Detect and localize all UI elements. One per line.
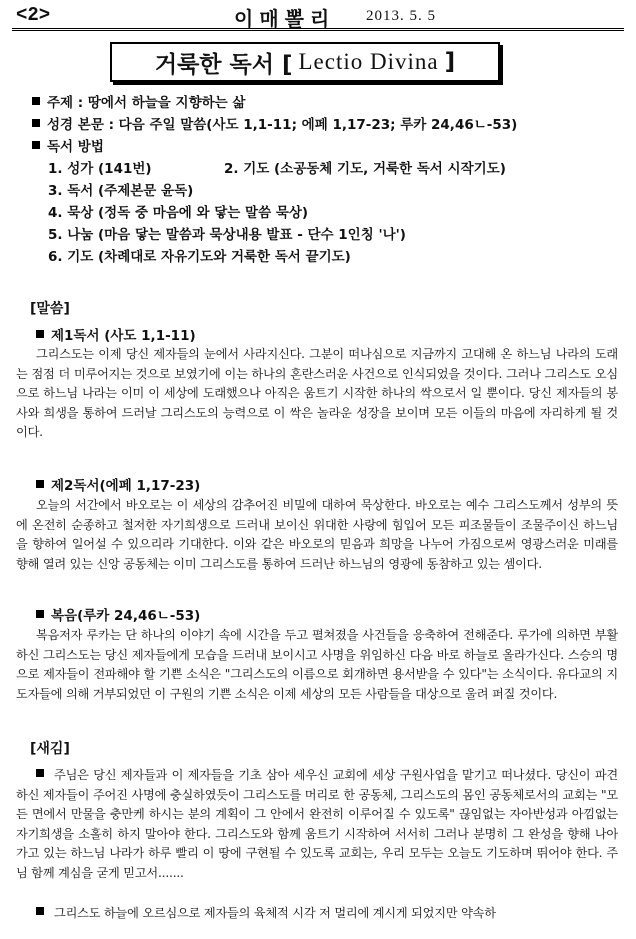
step-3: 3. 독서 (주제본문 윤독): [48, 183, 194, 199]
title-box: [110, 42, 500, 82]
word-section-label: [말씀]: [30, 301, 70, 317]
gospel-title: 복음(루카 24,46ㄴ-53): [36, 604, 200, 624]
title-close: ]: [444, 49, 456, 75]
reading-2-title: 제2독서(에페 1,17-23): [36, 474, 200, 494]
reflection-paragraph-1: 주님은 당신 제자들과 이 제자들을 기초 삼아 세우신 교회에 세상 구원사업을 맡기고 떠나셨다. 당신이 파견하신 제자들이 주어진 사명에 충실하였듯이 그리스도를 머리로 한 공동체, 그리스도의 몸인 공동체로서의 교회는 "모든 면에서 만물을 충만케 하시는 분의 계획이 그 안에서 완전히 이루어질 수 있도록" 끊임없는 자아반성과 아낌없는 자기희생을 소홀히 하지 말아야 한다. 그리스도와 함께 움트기 시작하여 서서히 그러나 분명히 그 완성을 향해 나아가고 있는 하느님 나라가 하루 빨리 이 땅에 구현될 수 있도록 교회는, 우리 모두는 오늘도 기도하며 뛰어야 한다. 주님 함께 계심을 굳게 믿고서.......: [16, 768, 618, 880]
header-rule: [12, 28, 624, 31]
title-korean: 거룩한 독서 [: [154, 51, 293, 78]
reflection-section-label: [새김]: [30, 741, 70, 757]
square-bullet-icon: [32, 141, 40, 149]
square-bullet-icon: [32, 119, 40, 127]
gospel-text: 복음저자 루카는 단 하나의 이야기 속에 시간을 두고 펼쳐졌을 사건들을 응축하여 전해준다. 루가에 의하면 부활하신 그리스도는 당신 제자들에게 모습을 드러내 보이시고 사명을 위임하신 다음 바로 하늘로 올라가신다. 스승의 명으로 제자들이 전파해야 할 기쁜 소식은 "그리스도의 이름으로 회개하면 용서받을 수 있다"는 소식이다. 유다교의 지도자들에 의해 거부되었던 이 구원의 기쁜 소식은 이제 세상의 모든 사람들을 대상으로 울려 퍼질 것이다.: [16, 628, 618, 701]
reading-info: [32, 92, 602, 268]
step-2: 2. 기도 (소공동체 기도, 거룩한 독서 시작기도): [224, 161, 506, 177]
square-bullet-icon: [36, 610, 44, 618]
square-bullet-icon: [36, 907, 44, 915]
step-4: 4. 묵상 (정독 중 마음에 와 닿는 말씀 묵상): [48, 205, 309, 221]
issue-date: 2013. 5. 5: [366, 8, 436, 24]
reading-1-text: 그리스도는 이제 당신 제자들의 눈에서 사라지신다. 그분이 떠나심으로 지금까지 고대해 온 하느님 나라의 도래는 점점 더 미루어지는 것으로 보였기에 이는 하나의 혼란스러운 사건으로 인식되었을 것이다. 그러나 그리스도 오심으로 하느님 나라는 이미 이 세상에 도래했으나 아직은 움트기 시작한 하나의 싹으로서 일 뿐이다. 당신 제자들의 봉사와 희생을 통하여 드러날 그리스도의 능력으로 이 싹은 놀라운 성장을 보이며 모든 이들의 마음에 자리하게 될 것이다.: [16, 347, 618, 439]
bulletin-title: 이매뽈리: [234, 7, 336, 31]
scripture: 성경 본문 : 다음 주일 말씀(사도 1,1-11; 에페 1,17-23; 루카 24,46ㄴ-53): [47, 117, 518, 133]
step-6: 6. 기도 (차례대로 자유기도와 거룩한 독서 끝기도): [48, 249, 351, 265]
square-bullet-icon: [36, 769, 44, 777]
step-5: 5. 나눔 (마음 닿는 말씀과 묵상내용 발표 - 단수 1인칭 '나'): [48, 227, 406, 243]
reading-1-title: 제1독서 (사도 1,1-11): [36, 324, 196, 344]
theme: 주제 : 땅에서 하늘을 지향하는 삶: [47, 95, 246, 111]
square-bullet-icon: [36, 480, 44, 488]
title-latin: Lectio Divina: [298, 49, 439, 74]
method-label: 독서 방법: [47, 139, 104, 155]
step-1: 1. 성가 (141번): [48, 161, 152, 177]
reflection-paragraph-2: 그리스도 하늘에 오르심으로 제자들의 육체적 시각 저 멀리에 계시게 되었지만 약속하: [16, 904, 618, 924]
square-bullet-icon: [36, 330, 44, 338]
reading-2-text: 오늘의 서간에서 바오로는 이 세상의 감추어진 비밀에 대하여 묵상한다. 바오로는 예수 그리스도께서 성부의 뜻에 온전히 순종하고 철저한 자기희생으로 드러내 보이신 위대한 사랑에 힘입어 모든 피조물들이 조물주이신 하느님을 향하여 일어설 수 있으리라 기대한다. 이와 같은 바오로의 믿음과 희망을 나누어 가짐으로써 영광스러운 미래를 향해 열려 있는 신앙 공동체는 이미 그리스도를 통하여 드러난 하느님의 영광에 동참하고 있는 셈이다.: [16, 498, 618, 571]
page-number: <2>: [16, 4, 51, 26]
square-bullet-icon: [32, 97, 40, 105]
page-header: [14, 4, 622, 31]
